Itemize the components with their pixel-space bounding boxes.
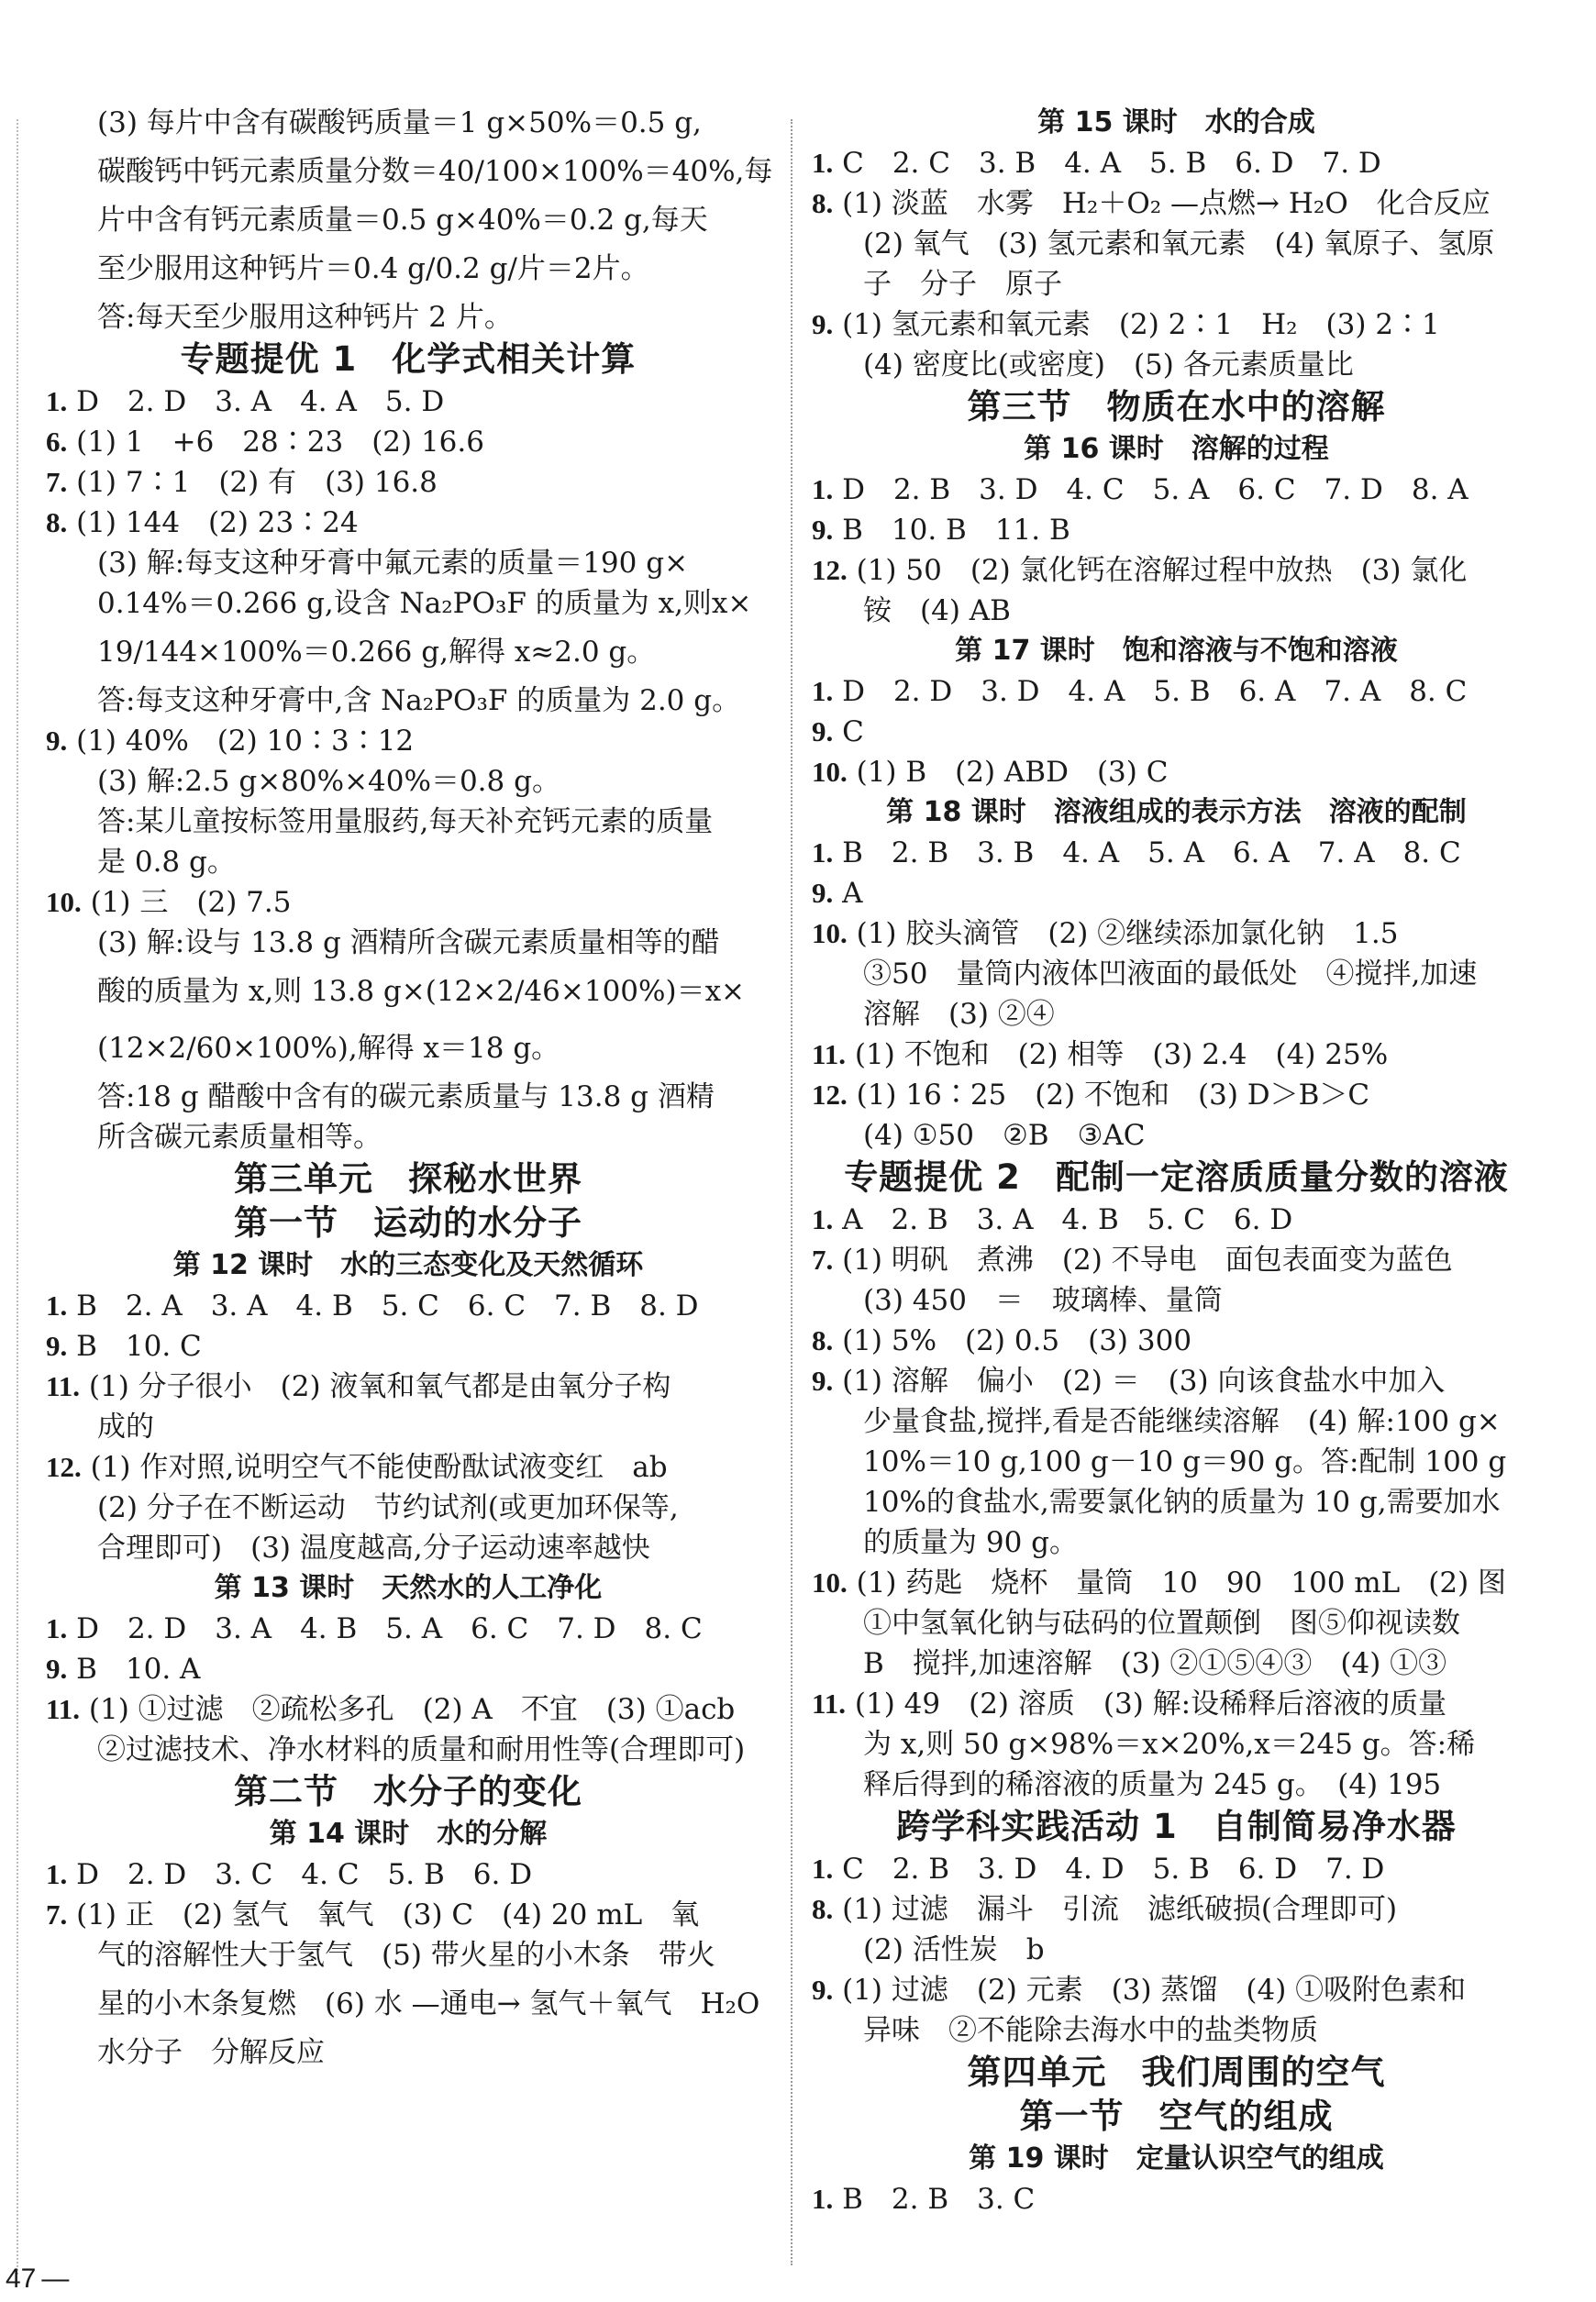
answer-text: (1) 50 (2) 氯化钙在溶解过程中放热 (3) 氯化	[856, 554, 1468, 587]
text-line: 所含碳元素质量相等。	[97, 1121, 382, 1154]
text-line: 是 0.8 g。	[97, 846, 236, 879]
text-line: (2) 分子在不断运动 节约试剂(或更加环保等,	[97, 1491, 679, 1524]
text-line: 少量食盐,搅拌,看是否能继续溶解 (4) 解:100 g×	[863, 1405, 1501, 1438]
question-number: 1.	[812, 147, 834, 179]
question-number: 1.	[46, 1858, 68, 1890]
question-number: 1.	[46, 385, 68, 417]
text-line: 合理即可) (3) 温度越高,分子运动速率越快	[97, 1532, 650, 1565]
text-line: 答:每天至少服用这种钙片 2 片。	[97, 301, 513, 334]
answer-line	[812, 752, 1541, 792]
lesson-heading: 第 14 课时 水的分解	[269, 1818, 548, 1850]
section-heading: 第一节 运动的水分子	[234, 1203, 582, 1243]
answer-line	[46, 382, 770, 422]
text-line: (3) 解:每支这种牙膏中氟元素的质量＝190 g×	[97, 547, 689, 580]
answer-line	[812, 510, 1541, 550]
text-line: ②过滤技术、净水材料的质量和耐用性等(合理即可)	[97, 1733, 746, 1766]
answer-text: C	[842, 715, 864, 748]
answer-text: (1) 7∶1 (2) 有 (3) 16.8	[76, 466, 438, 499]
text-line: (3) 每片中含有碳酸钙质量＝1 g×50%＝0.5 g,	[97, 106, 702, 139]
answer-text: B 10. B 11. B	[842, 514, 1070, 547]
question-number: 9.	[46, 725, 68, 757]
text-line: ③50 量筒内液体凹液面的最低处 ④搅拌,加速	[863, 957, 1478, 991]
section-heading: 第三节 物质在水中的溶解	[967, 387, 1386, 426]
text-line: 至少服用这种钙片＝0.4 g/0.2 g/片＝2片。	[97, 252, 649, 285]
answer-line	[812, 833, 1541, 873]
question-number: 6.	[46, 426, 68, 458]
question-number: 12.	[46, 1451, 82, 1483]
answer-line	[812, 913, 1541, 954]
section-heading: 第四单元 我们周围的空气	[967, 2053, 1386, 2092]
question-number: 9.	[812, 715, 834, 747]
answer-line	[812, 1321, 1541, 1361]
question-number: 10.	[812, 756, 848, 788]
answer-text: (1) 氢元素和氧元素 (2) 2∶1 H₂ (3) 2∶1	[842, 308, 1440, 341]
text-line: 答:某儿童按标签用量服药,每天补充钙元素的质量	[97, 805, 714, 838]
question-number: 9.	[46, 1653, 68, 1685]
answer-text: (1) 作对照,说明空气不能使酚酞试液变红 ab	[90, 1451, 668, 1484]
lesson-heading: 第 13 课时 天然水的人工净化	[214, 1572, 603, 1604]
answer-text: A 2. B 3. A 4. B 5. C 6. D	[842, 1203, 1293, 1236]
left-column	[46, 103, 773, 2073]
answer-text: B 2. B 3. C	[842, 2183, 1036, 2216]
answer-line	[46, 1367, 770, 1407]
question-number: 9.	[812, 514, 834, 546]
answer-text: (1) 144 (2) 23∶24	[76, 506, 359, 539]
lesson-heading: 第 18 课时 溶液组成的表示方法 溶液的配制	[886, 796, 1467, 828]
question-number: 9.	[812, 1365, 834, 1397]
question-number: 1.	[812, 836, 834, 869]
answer-text: (1) 不饱和 (2) 相等 (3) 2.4 (4) 25%	[854, 1038, 1389, 1071]
question-number: 1.	[812, 473, 834, 505]
text-line: 铵 (4) AB	[863, 594, 1011, 627]
answer-text: (1) 溶解 偏小 (2) ＝ (3) 向该食盐水中加入	[842, 1365, 1446, 1398]
answer-text: D 2. D 3. A 4. A 5. D	[76, 385, 445, 418]
answer-text: D 2. D 3. C 4. C 5. B 6. D	[76, 1858, 533, 1891]
answer-text: (1) 40% (2) 10∶3∶12	[76, 725, 415, 758]
lesson-heading: 第 12 课时 水的三态变化及天然循环	[172, 1249, 644, 1281]
text-line: 答:18 g 醋酸中含有的碳元素质量与 13.8 g 酒精	[97, 1080, 715, 1113]
answer-text: (1) 分子很小 (2) 液氧和氧气都是由氧分子构	[88, 1370, 671, 1403]
answer-line	[46, 1326, 770, 1367]
text-line: 异味 ②不能除去海水中的盐类物质	[863, 2014, 1318, 2047]
section-heading: 跨学科实践活动 1 自制简易净水器	[896, 1807, 1457, 1846]
question-number: 12.	[812, 554, 848, 586]
answer-line	[812, 1075, 1541, 1115]
text-line: 19/144×100%＝0.266 g,解得 x≈2.0 g。	[97, 636, 656, 669]
answer-text: (1) 49 (2) 溶质 (3) 解:设稀释后溶液的质量	[854, 1688, 1447, 1721]
page-edge-line	[17, 119, 18, 2274]
lesson-heading: 第 16 课时 溶解的过程	[1024, 433, 1329, 465]
question-number: 8.	[812, 1893, 834, 1925]
answer-line	[812, 550, 1541, 591]
question-number: 9.	[46, 1330, 68, 1362]
answer-line	[46, 1649, 770, 1689]
answer-text: (1) 药匙 烧杯 量筒 10 90 100 mL (2) 图	[856, 1566, 1507, 1599]
text-line: 子 分子 原子	[863, 268, 1062, 301]
lesson-heading: 第 19 课时 定量认识空气的组成	[969, 2142, 1384, 2175]
answer-line	[812, 1035, 1541, 1075]
text-line: 水分子 分解反应	[97, 2036, 325, 2069]
answer-line	[46, 1895, 770, 1935]
text-line: 的质量为 90 g。	[863, 1526, 1078, 1559]
page-number: 47 —	[6, 2263, 70, 2294]
section-heading: 第一节 空气的组成	[1019, 2097, 1334, 2136]
text-line: 释后得到的稀溶液的质量为 245 g。 (4) 195	[863, 1768, 1442, 1801]
text-line: 0.14%＝0.266 g,设含 Na₂PO₃F 的质量为 x,则x×	[97, 587, 752, 620]
answer-line	[812, 470, 1541, 510]
answer-line	[812, 873, 1541, 913]
question-number: 9.	[812, 308, 834, 340]
answer-text: (1) B (2) ABD (3) C	[856, 756, 1169, 789]
answer-line	[46, 721, 770, 761]
answer-line	[46, 1689, 770, 1730]
answer-line	[812, 671, 1541, 712]
text-line: 酸的质量为 x,则 13.8 g×(12×2/46×100%)＝x×	[97, 975, 746, 1008]
answer-text: (1) 过滤 漏斗 引流 滤纸破损(合理即可)	[842, 1893, 1398, 1926]
question-number: 11.	[812, 1688, 847, 1720]
question-number: 7.	[46, 1898, 68, 1931]
answer-line	[812, 1970, 1541, 2010]
text-line: (4) 密度比(或密度) (5) 各元素质量比	[863, 349, 1354, 382]
answer-line	[46, 422, 770, 462]
lesson-heading: 第 15 课时 水的合成	[1037, 106, 1315, 138]
answer-text: D 2. D 3. A 4. B 5. A 6. C 7. D 8. C	[76, 1612, 703, 1645]
question-number: 9.	[812, 877, 834, 909]
text-line: (3) 解:2.5 g×80%×40%＝0.8 g。	[97, 765, 560, 798]
text-line: 10%＝10 g,100 g－10 g＝90 g。答:配制 100 g	[863, 1445, 1507, 1478]
answer-text: (1) 5% (2) 0.5 (3) 300	[842, 1324, 1192, 1357]
question-number: 8.	[812, 1324, 834, 1356]
section-heading: 专题提优 1 化学式相关计算	[180, 339, 637, 379]
question-number: 11.	[46, 1370, 81, 1402]
question-number: 1.	[812, 1853, 834, 1885]
answer-text: D 2. B 3. D 4. C 5. A 6. C 7. D 8. A	[842, 473, 1469, 506]
answer-text: (1) ①过滤 ②疏松多孔 (2) A 不宜 (3) ①acb	[88, 1693, 736, 1726]
answer-line	[812, 143, 1541, 183]
text-line: 碳酸钙中钙元素质量分数＝40/100×100%＝40%,每	[97, 155, 773, 188]
answer-text: (1) 过滤 (2) 元素 (3) 蒸馏 (4) ①吸附色素和	[842, 1974, 1467, 2007]
text-line: (3) 450 ＝ 玻璃棒、量筒	[863, 1284, 1223, 1317]
question-number: 10.	[812, 917, 848, 949]
answer-line	[812, 1849, 1541, 1889]
column-divider	[791, 119, 792, 2265]
section-heading: 专题提优 2 配制一定溶质质量分数的溶液	[844, 1157, 1509, 1197]
answer-text: (1) 正 (2) 氢气 氧气 (3) C (4) 20 mL 氧	[76, 1898, 700, 1931]
question-number: 10.	[812, 1566, 848, 1599]
answer-line	[812, 1684, 1541, 1724]
answer-text: B 2. A 3. A 4. B 5. C 6. C 7. B 8. D	[76, 1289, 699, 1323]
answer-line	[812, 1563, 1541, 1603]
question-number: 1.	[812, 1203, 834, 1235]
answer-line	[812, 1200, 1541, 1240]
answer-line	[812, 1361, 1541, 1401]
answer-line	[812, 183, 1541, 224]
text-line: (2) 氧气 (3) 氢元素和氧元素 (4) 氧原子、氢原	[863, 227, 1495, 260]
answer-text: (1) 淡蓝 水雾 H₂＋O₂ —点燃→ H₂O 化合反应	[842, 187, 1491, 220]
answer-text: B 10. C	[76, 1330, 202, 1363]
text-line: (4) ①50 ②B ③AC	[863, 1119, 1146, 1152]
question-number: 11.	[812, 1038, 847, 1070]
question-number: 12.	[812, 1079, 848, 1111]
answer-text: (1) 16∶25 (2) 不饱和 (3) D＞B＞C	[856, 1079, 1370, 1112]
answer-text: A	[842, 877, 863, 910]
answer-line	[812, 304, 1541, 345]
section-heading: 第三单元 探秘水世界	[234, 1159, 582, 1199]
answer-text: (1) 三 (2) 7.5	[90, 886, 292, 919]
question-number: 9.	[812, 1974, 834, 2006]
question-number: 1.	[46, 1289, 68, 1322]
text-line: 10%的食盐水,需要氯化钠的质量为 10 g,需要加水	[863, 1486, 1501, 1519]
text-line: 为 x,则 50 g×98%＝x×20%,x＝245 g。答:稀	[863, 1728, 1476, 1761]
answer-text: (1) 1 +6 28∶23 (2) 16.6	[76, 426, 484, 459]
text-line: 答:每支这种牙膏中,含 Na₂PO₃F 的质量为 2.0 g。	[97, 684, 741, 717]
text-line: (12×2/60×100%),解得 x＝18 g。	[97, 1032, 560, 1065]
question-number: 7.	[812, 1244, 834, 1276]
answer-line	[46, 503, 770, 543]
answer-text: B 2. B 3. B 4. A 5. A 6. A 7. A 8. C	[842, 836, 1461, 869]
answer-text: D 2. D 3. D 4. A 5. B 6. A 7. A 8. C	[842, 675, 1468, 708]
question-number: 8.	[812, 187, 834, 219]
lesson-heading: 第 17 课时 饱和溶液与不饱和溶液	[955, 635, 1398, 667]
question-number: 7.	[46, 466, 68, 498]
text-line: 片中含有钙元素质量＝0.5 g×40%＝0.2 g,每天	[97, 204, 708, 237]
right-column	[812, 103, 1541, 2219]
text-line: B 搅拌,加速溶解 (3) ②①⑤④③ (4) ①③	[863, 1647, 1447, 1680]
text-line: 成的	[97, 1411, 154, 1444]
text-line: (3) 解:设与 13.8 g 酒精所含碳元素质量相等的醋	[97, 926, 720, 959]
section-heading: 第二节 水分子的变化	[234, 1772, 582, 1811]
question-number: 1.	[812, 675, 834, 707]
question-number: 11.	[46, 1693, 81, 1725]
answer-line	[812, 1889, 1541, 1930]
question-number: 1.	[812, 2183, 834, 2215]
text-line: 星的小木条复燃 (6) 水 —通电→ 氢气＋氧气 H₂O	[97, 1987, 760, 2020]
text-line: 溶解 (3) ②④	[863, 998, 1055, 1031]
answer-text: C 2. C 3. B 4. A 5. B 6. D 7. D	[842, 147, 1381, 180]
answer-line	[46, 1286, 770, 1326]
answer-line	[46, 1854, 770, 1895]
answer-text: B 10. A	[76, 1653, 201, 1686]
answer-line	[46, 462, 770, 503]
answer-line	[46, 1447, 770, 1488]
question-number: 1.	[46, 1612, 68, 1644]
answer-text: (1) 明矾 煮沸 (2) 不导电 面包表面变为蓝色	[842, 1244, 1453, 1277]
answer-line	[812, 2179, 1541, 2219]
answer-line	[46, 1609, 770, 1649]
answer-line	[46, 882, 770, 923]
question-number: 8.	[46, 506, 68, 538]
answer-line	[812, 1240, 1541, 1280]
text-line: (2) 活性炭 b	[863, 1933, 1045, 1966]
question-number: 10.	[46, 886, 82, 918]
answer-text: C 2. B 3. D 4. D 5. B 6. D 7. D	[842, 1853, 1385, 1886]
answer-text: (1) 胶头滴管 (2) ②继续添加氯化钠 1.5	[856, 917, 1399, 950]
answer-line	[812, 712, 1541, 752]
text-line: ①中氢氧化钠与砝码的位置颠倒 图⑤仰视读数	[863, 1607, 1460, 1640]
text-line: 气的溶解性大于氢气 (5) 带火星的小木条 带火	[97, 1939, 715, 1972]
